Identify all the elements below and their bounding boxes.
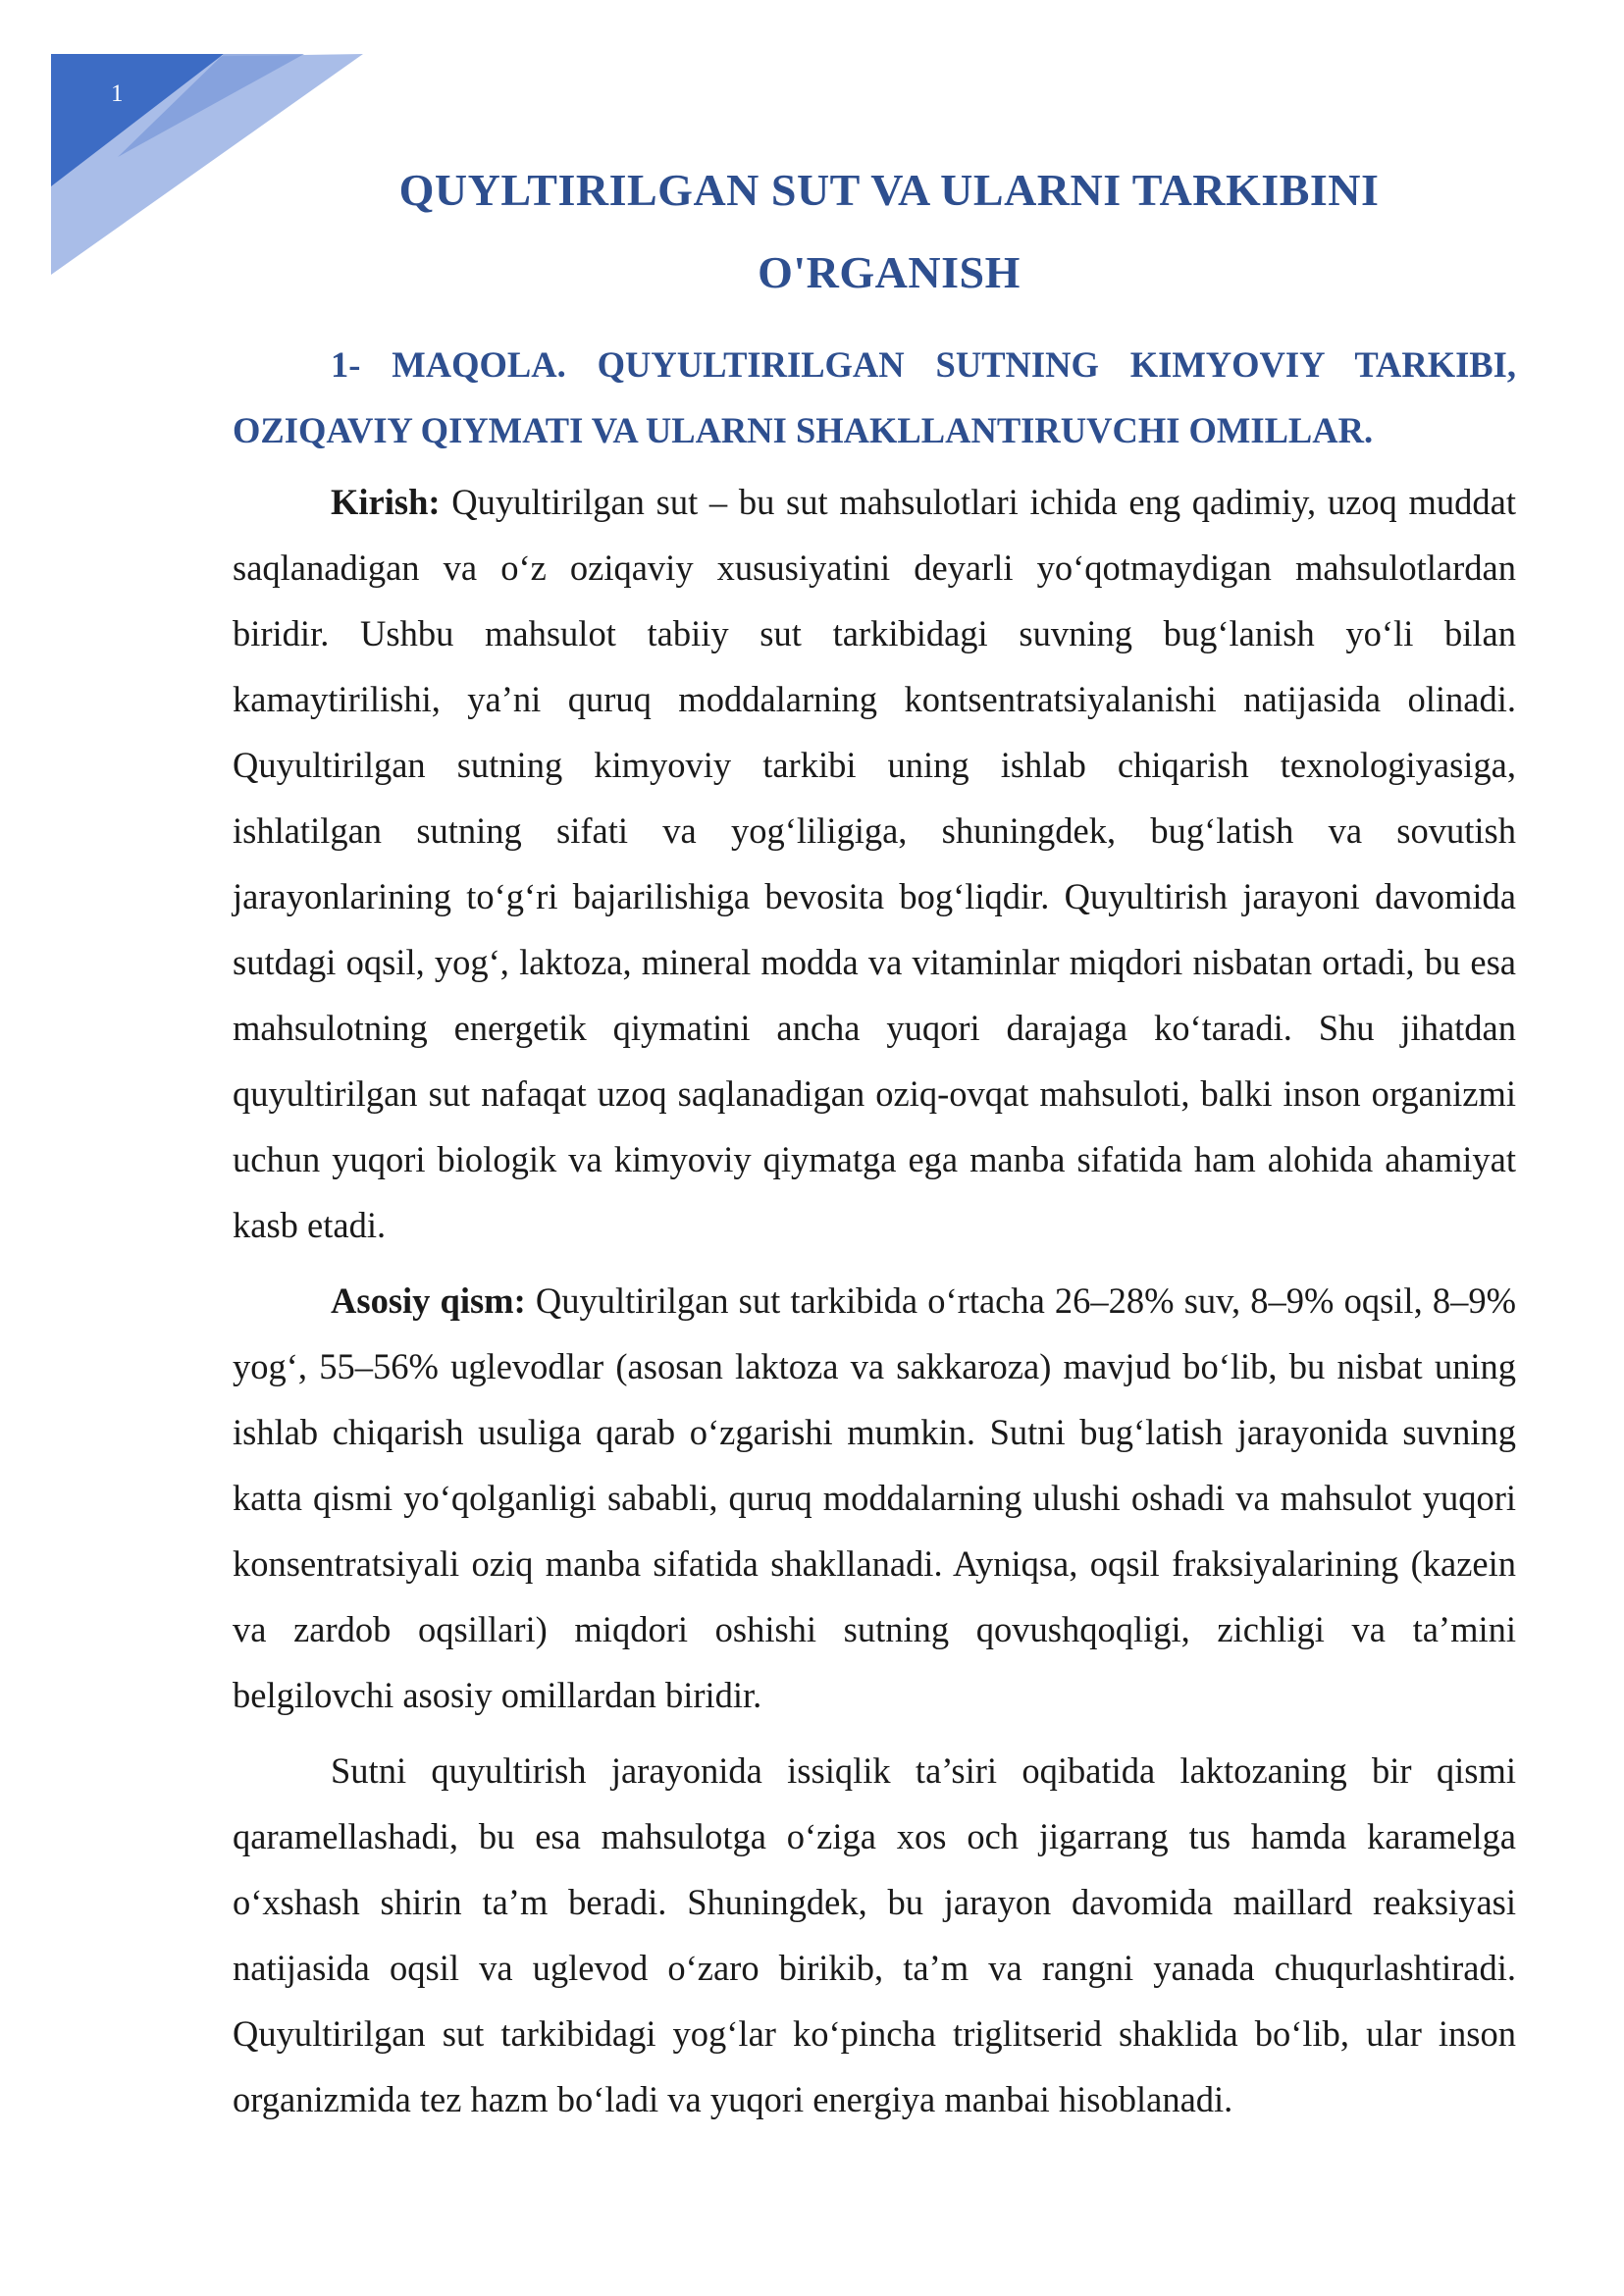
article-subtitle: 1- MAQOLA. QUYULTIRILGAN SUTNING KIMYOVIY TARKIBI, OZIQAVIY QIYMATI VA ULARNI SHAKLLANTIRUVCHI OMILLAR. (233, 344, 1516, 450)
paragraph-text-caramelization: Sutni quyultirish jarayonida issiqlik ta’siri oqibatida laktozaning bir qismi qaramellashadi, bu esa mahsulotga o‘ziga xos och jigarrang tus hamda karamelga o‘xshash shirin ta’m beradi. Shuningdek, bu jarayon davomida maillard reaksiyasi natijasida oqsil va uglevod o‘zaro birikib, ta’m va rangni yanada chuqurlashtiradi. Quyultirilgan sut tarkibidagi yog‘lar ko‘pincha triglitserid shaklida bo‘lib, ular inson organizmida tez hazm bo‘ladi va yuqori energiya manbai hisoblanadi. (233, 1750, 1516, 2119)
document-body (233, 149, 1516, 2132)
paragraph-introduction (233, 469, 1516, 1258)
paragraph-text-main-part: Quyultirilgan sut tarkibida o‘rtacha 26–28% suv, 8–9% oqsil, 8–9% yog‘, 55–56% uglevodlar (asosan laktoza va sakkaroza) mavjud bo‘lib, bu nisbat uning ishlab chiqarish usuliga qarab o‘zgarishi mumkin. Sutni bug‘latish jarayonida suvning katta qismi yo‘qolganligi sababli, quruq moddalarning ulushi oshadi va mahsulot yuqori konsentratsiyali oziq manba sifatida shakllanadi. Ayniqsa, oqsil fraksiyalarining (kazein va zardob oqsillari) miqdori oshishi sutning qovushqoqligi, zichligi va ta’mini belgilovchi asosiy omillardan biridir. (233, 1280, 1516, 1715)
document-title-line-2: O'RGANISH (758, 247, 1021, 297)
document-title-line-1: QUYLTIRILGAN SUT VA ULARNI TARKIBINI (398, 165, 1380, 215)
paragraph-main-part (233, 1268, 1516, 1728)
paragraph-caramelization (233, 1738, 1516, 2132)
page-number: 1 (111, 80, 124, 107)
document-title (233, 149, 1516, 314)
paragraph-lead-introduction: Kirish: (331, 482, 441, 522)
paragraph-lead-main-part: Asosiy qism: (331, 1280, 526, 1321)
paragraph-text-introduction: Quyultirilgan sut – bu sut mahsulotlari ichida eng qadimiy, uzoq muddat saqlanadigan va o‘z oziqaviy xususiyatini deyarli yo‘qotmaydigan mahsulotlardan biridir. Ushbu mahsulot tabiiy sut tarkibidagi suvning bug‘lanish yo‘li bilan kamaytirilishi, ya’ni quruq moddalarning kontsentratsiyalanishi natijasida olinadi. Quyultirilgan sutning kimyoviy tarkibi uning ishlab chiqarish texnologiyasiga, ishlatilgan sutning sifati va yog‘liligiga, shuningdek, bug‘latish va sovutish jarayonlarining to‘g‘ri bajarilishiga bevosita bog‘liqdir. Quyultirish jarayoni davomida sutdagi oqsil, yog‘, laktoza, mineral modda va vitaminlar miqdori nisbatan ortadi, bu esa mahsulotning energetik qiymatini ancha yuqori darajaga ko‘taradi. Shu jihatdan quyultirilgan sut nafaqat uzoq saqlanadigan oziq-ovqat mahsuloti, balki inson organizmi uchun yuqori biologik va kimyoviy qiymatga ega manba sifatida ham alohida ahamiyat kasb etadi. (233, 482, 1516, 1245)
